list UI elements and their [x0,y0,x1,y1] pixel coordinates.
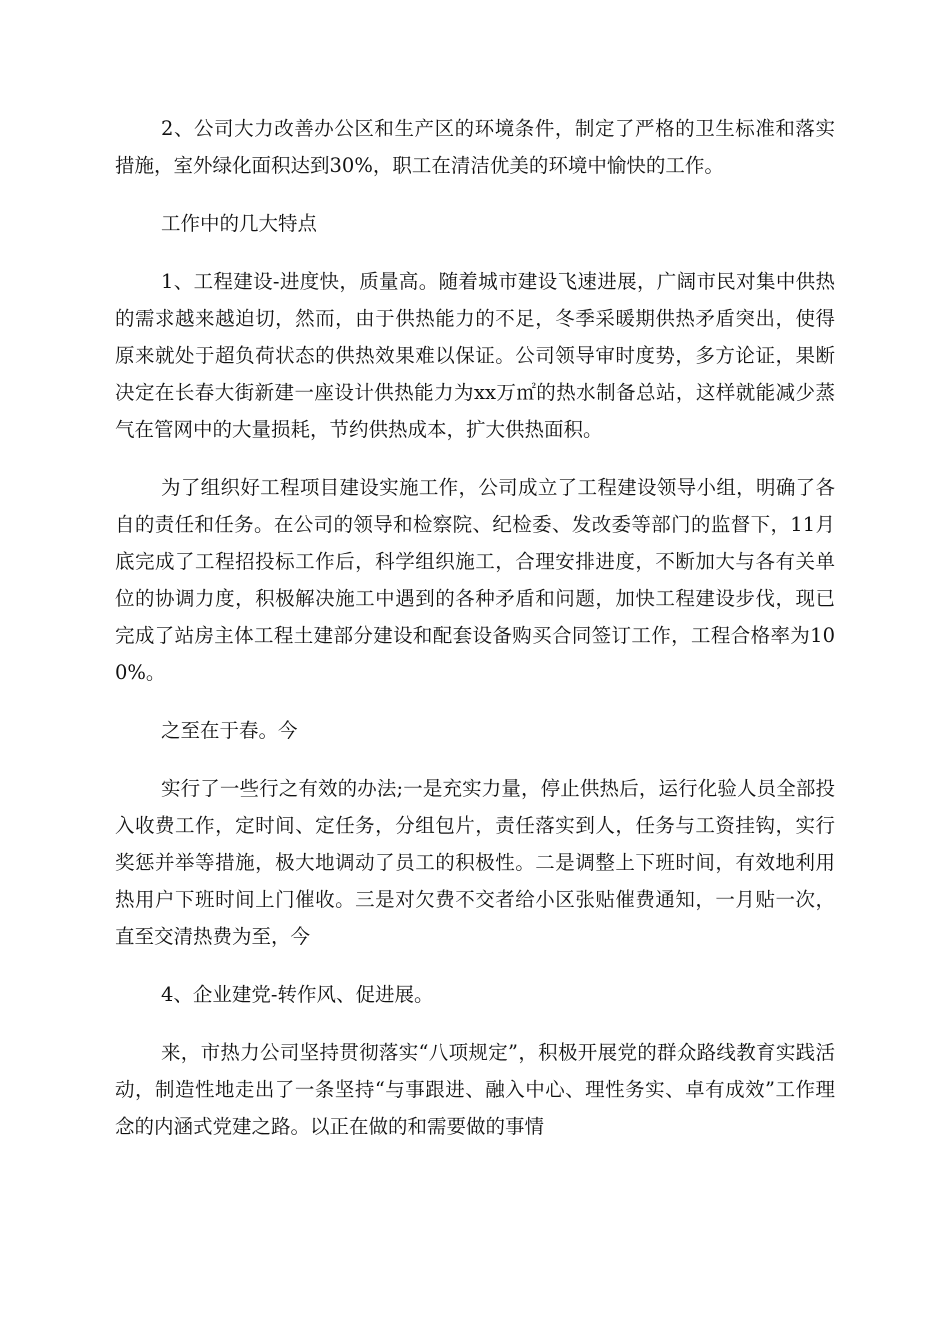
paragraph-party-building: 来，市热力公司坚持贯彻落实“八项规定”，积极开展党的群众路线教育实践活动，制造性地走出了一条坚持“与事跟进、融入中心、理性务实、卓有成效”工作理念的内涵式党建之路。以正在做的和需要做的事情 [115,1041,835,1138]
document-body [115,110,835,1166]
paragraph-environment: 2、公司大力改善办公区和生产区的环境条件，制定了严格的卫生标准和落实措施，室外绿化面积达到30%，职工在清洁优美的环境中愉快的工作。 [115,117,835,177]
paragraph-spring: 之至在于春。今 [161,719,298,742]
paragraph-engineering: 1、工程建设-进度快，质量高。随着城市建设飞速进展，广阔市民对集中供热的需求越来越迫切，然而，由于供热能力的不足，冬季采暖期供热矛盾突出，使得原来就处于超负荷状态的供热效果难以保证。公司领导审时度势，多方论证，果断决定在长春大街新建一座设计供热能力为xx万㎡的热水制备总站，这样就能减少蒸气在管网中的大量损耗，节约供热成本，扩大供热面积。 [115,270,835,441]
paragraph-organization: 为了组织好工程项目建设实施工作，公司成立了工程建设领导小组，明确了各自的责任和任务。在公司的领导和检察院、纪检委、发改委等部门的监督下，11月底完成了工程招投标工作后，科学组织施工，合理安排进度，不断加大与各有关单位的协调力度，积极解决施工中遇到的各种矛盾和问题，加快工程建设步伐，现已完成了站房主体工程土建部分建设和配套设备购买合同签订工作，工程合格率为100%。 [115,476,835,684]
paragraph-measures: 实行了一些行之有效的办法;一是充实力量，停止供热后，运行化验人员全部投入收费工作，定时间、定任务，分组包片，责任落实到人，任务与工资挂钩，实行奖惩并举等措施，极大地调动了员工的积极性。二是调整上下班时间，有效地利用热用户下班时间上门催收。三是对欠费不交者给小区张贴催费通知，一月贴一次，直至交清热费为至，今 [115,777,835,948]
paragraph-party-building-title: 4、企业建党-转作风、促进展。 [161,983,434,1006]
section-heading-features: 工作中的几大特点 [161,212,318,235]
